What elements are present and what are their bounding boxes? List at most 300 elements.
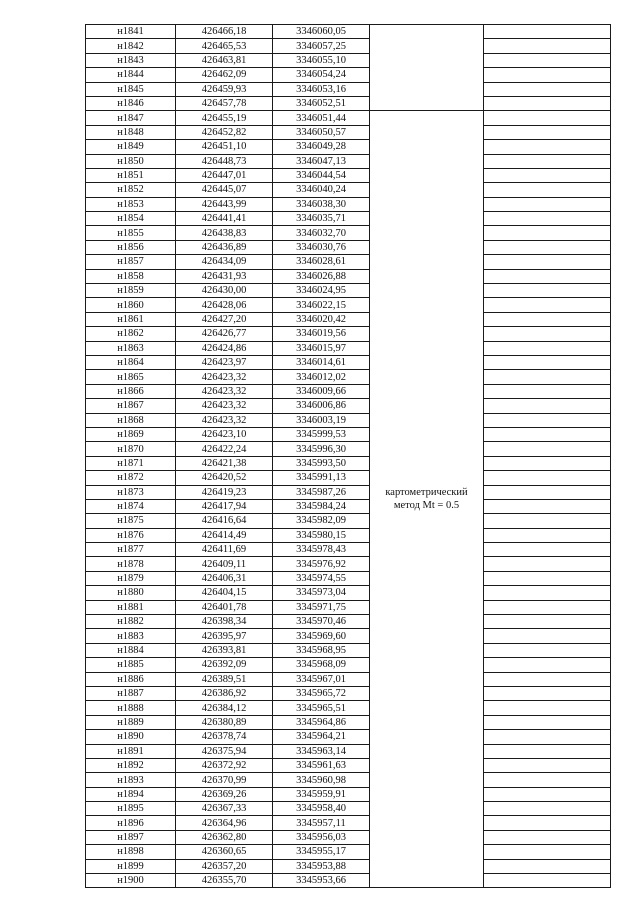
empty-cell: [484, 787, 611, 801]
y-coordinate-cell: 3346019,56: [273, 327, 370, 341]
table-row: [86, 471, 611, 485]
point-name-cell: н1877: [86, 543, 176, 557]
method-cell: [370, 25, 484, 111]
table-row: [86, 715, 611, 729]
point-name-cell: н1843: [86, 53, 176, 67]
empty-cell: [484, 442, 611, 456]
empty-cell: [484, 686, 611, 700]
y-coordinate-cell: 3346006,86: [273, 399, 370, 413]
empty-cell: [484, 543, 611, 557]
point-name-cell: н1896: [86, 816, 176, 830]
y-coordinate-cell: 3345965,72: [273, 686, 370, 700]
x-coordinate-cell: 426404,15: [176, 586, 273, 600]
x-coordinate-cell: 426422,24: [176, 442, 273, 456]
empty-cell: [484, 701, 611, 715]
x-coordinate-cell: 426416,64: [176, 514, 273, 528]
y-coordinate-cell: 3346050,57: [273, 125, 370, 139]
table-row: [86, 658, 611, 672]
table-row: [86, 629, 611, 643]
x-coordinate-cell: 426419,23: [176, 485, 273, 499]
table-row: [86, 456, 611, 470]
empty-cell: [484, 125, 611, 139]
empty-cell: [484, 586, 611, 600]
empty-cell: [484, 859, 611, 873]
point-name-cell: н1872: [86, 471, 176, 485]
y-coordinate-cell: 3345964,86: [273, 715, 370, 729]
x-coordinate-cell: 426369,26: [176, 787, 273, 801]
empty-cell: [484, 471, 611, 485]
empty-cell: [484, 672, 611, 686]
x-coordinate-cell: 426421,38: [176, 456, 273, 470]
point-name-cell: н1858: [86, 269, 176, 283]
empty-cell: [484, 600, 611, 614]
y-coordinate-cell: 3345963,14: [273, 744, 370, 758]
table-row: [86, 730, 611, 744]
table-row: [86, 25, 611, 39]
y-coordinate-cell: 3345957,11: [273, 816, 370, 830]
empty-cell: [484, 154, 611, 168]
x-coordinate-cell: 426428,06: [176, 298, 273, 312]
y-coordinate-cell: 3346035,71: [273, 212, 370, 226]
x-coordinate-cell: 426465,53: [176, 39, 273, 53]
table-row: [86, 615, 611, 629]
x-coordinate-cell: 426417,94: [176, 499, 273, 513]
y-coordinate-cell: 3345961,63: [273, 758, 370, 772]
point-name-cell: н1878: [86, 557, 176, 571]
x-coordinate-cell: 426355,70: [176, 874, 273, 888]
y-coordinate-cell: 3345999,53: [273, 427, 370, 441]
empty-cell: [484, 140, 611, 154]
y-coordinate-cell: 3345974,55: [273, 571, 370, 585]
table-row: [86, 68, 611, 82]
y-coordinate-cell: 3345996,30: [273, 442, 370, 456]
y-coordinate-cell: 3346032,70: [273, 226, 370, 240]
x-coordinate-cell: 426423,32: [176, 370, 273, 384]
y-coordinate-cell: 3346012,02: [273, 370, 370, 384]
y-coordinate-cell: 3345980,15: [273, 528, 370, 542]
point-name-cell: н1874: [86, 499, 176, 513]
x-coordinate-cell: 426392,09: [176, 658, 273, 672]
empty-cell: [484, 758, 611, 772]
y-coordinate-cell: 3345965,51: [273, 701, 370, 715]
empty-cell: [484, 643, 611, 657]
x-coordinate-cell: 426393,81: [176, 643, 273, 657]
x-coordinate-cell: 426445,07: [176, 183, 273, 197]
table-row: [86, 284, 611, 298]
point-name-cell: н1888: [86, 701, 176, 715]
y-coordinate-cell: 3346060,05: [273, 25, 370, 39]
y-coordinate-cell: 3346024,95: [273, 284, 370, 298]
y-coordinate-cell: 3346028,61: [273, 255, 370, 269]
y-coordinate-cell: 3346053,16: [273, 82, 370, 96]
empty-cell: [484, 629, 611, 643]
empty-cell: [484, 355, 611, 369]
point-name-cell: н1886: [86, 672, 176, 686]
empty-cell: [484, 571, 611, 585]
y-coordinate-cell: 3345955,17: [273, 845, 370, 859]
y-coordinate-cell: 3346052,51: [273, 96, 370, 110]
table-row: [86, 384, 611, 398]
x-coordinate-cell: 426423,97: [176, 355, 273, 369]
point-name-cell: н1880: [86, 586, 176, 600]
x-coordinate-cell: 426462,09: [176, 68, 273, 82]
y-coordinate-cell: 3346049,28: [273, 140, 370, 154]
y-coordinate-cell: 3346015,97: [273, 341, 370, 355]
x-coordinate-cell: 426463,81: [176, 53, 273, 67]
point-name-cell: н1851: [86, 168, 176, 182]
point-name-cell: н1852: [86, 183, 176, 197]
x-coordinate-cell: 426409,11: [176, 557, 273, 571]
point-name-cell: н1882: [86, 615, 176, 629]
table-row: [86, 226, 611, 240]
x-coordinate-cell: 426459,93: [176, 82, 273, 96]
table-row: [86, 672, 611, 686]
point-name-cell: н1897: [86, 830, 176, 844]
point-name-cell: н1855: [86, 226, 176, 240]
x-coordinate-cell: 426375,94: [176, 744, 273, 758]
x-coordinate-cell: 426370,99: [176, 773, 273, 787]
table-row: [86, 82, 611, 96]
y-coordinate-cell: 3346040,24: [273, 183, 370, 197]
point-name-cell: н1871: [86, 456, 176, 470]
y-coordinate-cell: 3346030,76: [273, 240, 370, 254]
y-coordinate-cell: 3345971,75: [273, 600, 370, 614]
table-row: [86, 399, 611, 413]
point-name-cell: н1892: [86, 758, 176, 772]
empty-cell: [484, 730, 611, 744]
point-name-cell: н1850: [86, 154, 176, 168]
table-row: [86, 701, 611, 715]
point-name-cell: н1847: [86, 111, 176, 125]
empty-cell: [484, 413, 611, 427]
x-coordinate-cell: 426420,52: [176, 471, 273, 485]
x-coordinate-cell: 426423,32: [176, 384, 273, 398]
table-row: [86, 586, 611, 600]
point-name-cell: н1863: [86, 341, 176, 355]
table-row: [86, 643, 611, 657]
x-coordinate-cell: 426380,89: [176, 715, 273, 729]
table-row: [86, 111, 611, 125]
x-coordinate-cell: 426378,74: [176, 730, 273, 744]
method-text: картометрический метод Mt = 0.5: [385, 487, 468, 512]
empty-cell: [484, 528, 611, 542]
x-coordinate-cell: 426364,96: [176, 816, 273, 830]
empty-cell: [484, 514, 611, 528]
table-row: [86, 312, 611, 326]
point-name-cell: н1879: [86, 571, 176, 585]
empty-cell: [484, 427, 611, 441]
empty-cell: [484, 197, 611, 211]
table-row: [86, 600, 611, 614]
point-name-cell: н1869: [86, 427, 176, 441]
table-row: [86, 499, 611, 513]
point-name-cell: н1862: [86, 327, 176, 341]
y-coordinate-cell: 3345959,91: [273, 787, 370, 801]
y-coordinate-cell: 3346057,25: [273, 39, 370, 53]
table-row: [86, 686, 611, 700]
x-coordinate-cell: 426431,93: [176, 269, 273, 283]
table-row: [86, 557, 611, 571]
y-coordinate-cell: 3346051,44: [273, 111, 370, 125]
point-name-cell: н1845: [86, 82, 176, 96]
table-row: [86, 859, 611, 873]
point-name-cell: н1854: [86, 212, 176, 226]
table-row: [86, 571, 611, 585]
y-coordinate-cell: 3346014,61: [273, 355, 370, 369]
y-coordinate-cell: 3345991,13: [273, 471, 370, 485]
x-coordinate-cell: 426372,92: [176, 758, 273, 772]
empty-cell: [484, 802, 611, 816]
point-name-cell: н1889: [86, 715, 176, 729]
x-coordinate-cell: 426426,77: [176, 327, 273, 341]
x-coordinate-cell: 426466,18: [176, 25, 273, 39]
empty-cell: [484, 370, 611, 384]
x-coordinate-cell: 426436,89: [176, 240, 273, 254]
empty-cell: [484, 399, 611, 413]
empty-cell: [484, 341, 611, 355]
point-name-cell: н1861: [86, 312, 176, 326]
table-row: [86, 240, 611, 254]
y-coordinate-cell: 3346044,54: [273, 168, 370, 182]
point-name-cell: н1859: [86, 284, 176, 298]
table-row: [86, 427, 611, 441]
y-coordinate-cell: 3345984,24: [273, 499, 370, 513]
table-row: [86, 485, 611, 499]
y-coordinate-cell: 3345953,66: [273, 874, 370, 888]
x-coordinate-cell: 426384,12: [176, 701, 273, 715]
y-coordinate-cell: 3345968,09: [273, 658, 370, 672]
empty-cell: [484, 226, 611, 240]
table-row: [86, 39, 611, 53]
point-name-cell: н1873: [86, 485, 176, 499]
table-row: [86, 355, 611, 369]
point-name-cell: н1853: [86, 197, 176, 211]
y-coordinate-cell: 3345953,88: [273, 859, 370, 873]
empty-cell: [484, 830, 611, 844]
x-coordinate-cell: 426360,65: [176, 845, 273, 859]
empty-cell: [484, 284, 611, 298]
y-coordinate-cell: 3346038,30: [273, 197, 370, 211]
y-coordinate-cell: 3346026,88: [273, 269, 370, 283]
point-name-cell: н1860: [86, 298, 176, 312]
point-name-cell: н1870: [86, 442, 176, 456]
empty-cell: [484, 499, 611, 513]
table-row: [86, 269, 611, 283]
table-row: [86, 168, 611, 182]
table-row: [86, 543, 611, 557]
table-row: [86, 816, 611, 830]
y-coordinate-cell: 3346055,10: [273, 53, 370, 67]
point-name-cell: н1844: [86, 68, 176, 82]
empty-cell: [484, 744, 611, 758]
x-coordinate-cell: 426389,51: [176, 672, 273, 686]
y-coordinate-cell: 3346020,42: [273, 312, 370, 326]
point-name-cell: н1891: [86, 744, 176, 758]
empty-cell: [484, 715, 611, 729]
empty-cell: [484, 557, 611, 571]
y-coordinate-cell: 3345967,01: [273, 672, 370, 686]
point-name-cell: н1881: [86, 600, 176, 614]
point-name-cell: н1868: [86, 413, 176, 427]
x-coordinate-cell: 426362,80: [176, 830, 273, 844]
table-row: [86, 845, 611, 859]
table-row: [86, 744, 611, 758]
x-coordinate-cell: 426451,10: [176, 140, 273, 154]
y-coordinate-cell: 3345970,46: [273, 615, 370, 629]
table-row: [86, 442, 611, 456]
point-name-cell: н1885: [86, 658, 176, 672]
y-coordinate-cell: 3345964,21: [273, 730, 370, 744]
empty-cell: [484, 773, 611, 787]
point-name-cell: н1842: [86, 39, 176, 53]
point-name-cell: н1893: [86, 773, 176, 787]
x-coordinate-cell: 426395,97: [176, 629, 273, 643]
x-coordinate-cell: 426441,41: [176, 212, 273, 226]
x-coordinate-cell: 426423,32: [176, 399, 273, 413]
empty-cell: [484, 327, 611, 341]
y-coordinate-cell: 3346003,19: [273, 413, 370, 427]
coordinates-table-body: [86, 25, 611, 888]
empty-cell: [484, 456, 611, 470]
table-row: [86, 874, 611, 888]
point-name-cell: н1900: [86, 874, 176, 888]
table-row: [86, 96, 611, 110]
point-name-cell: н1865: [86, 370, 176, 384]
y-coordinate-cell: 3346022,15: [273, 298, 370, 312]
empty-cell: [484, 82, 611, 96]
table-row: [86, 830, 611, 844]
x-coordinate-cell: 426401,78: [176, 600, 273, 614]
table-row: [86, 528, 611, 542]
empty-cell: [484, 111, 611, 125]
y-coordinate-cell: 3345993,50: [273, 456, 370, 470]
x-coordinate-cell: 426424,86: [176, 341, 273, 355]
point-name-cell: н1864: [86, 355, 176, 369]
empty-cell: [484, 255, 611, 269]
table-row: [86, 53, 611, 67]
x-coordinate-cell: 426427,20: [176, 312, 273, 326]
table-row: [86, 212, 611, 226]
point-name-cell: н1849: [86, 140, 176, 154]
table-row: [86, 298, 611, 312]
x-coordinate-cell: 426367,33: [176, 802, 273, 816]
empty-cell: [484, 96, 611, 110]
point-name-cell: н1875: [86, 514, 176, 528]
empty-cell: [484, 384, 611, 398]
empty-cell: [484, 658, 611, 672]
empty-cell: [484, 53, 611, 67]
x-coordinate-cell: 426448,73: [176, 154, 273, 168]
table-row: [86, 255, 611, 269]
empty-cell: [484, 485, 611, 499]
empty-cell: [484, 183, 611, 197]
empty-cell: [484, 298, 611, 312]
y-coordinate-cell: 3345958,40: [273, 802, 370, 816]
y-coordinate-cell: 3345978,43: [273, 543, 370, 557]
coordinates-table: [85, 24, 611, 888]
x-coordinate-cell: 426406,31: [176, 571, 273, 585]
table-row: [86, 197, 611, 211]
x-coordinate-cell: 426452,82: [176, 125, 273, 139]
x-coordinate-cell: 426457,78: [176, 96, 273, 110]
y-coordinate-cell: 3345969,60: [273, 629, 370, 643]
empty-cell: [484, 874, 611, 888]
point-name-cell: н1856: [86, 240, 176, 254]
point-name-cell: н1857: [86, 255, 176, 269]
table-row: [86, 327, 611, 341]
empty-cell: [484, 269, 611, 283]
x-coordinate-cell: 426438,83: [176, 226, 273, 240]
method-cell: [370, 111, 484, 888]
y-coordinate-cell: 3346009,66: [273, 384, 370, 398]
point-name-cell: н1841: [86, 25, 176, 39]
y-coordinate-cell: 3345956,03: [273, 830, 370, 844]
table-row: [86, 370, 611, 384]
empty-cell: [484, 212, 611, 226]
table-row: [86, 140, 611, 154]
x-coordinate-cell: 426423,32: [176, 413, 273, 427]
y-coordinate-cell: 3346047,13: [273, 154, 370, 168]
x-coordinate-cell: 426411,69: [176, 543, 273, 557]
point-name-cell: н1899: [86, 859, 176, 873]
x-coordinate-cell: 426398,34: [176, 615, 273, 629]
empty-cell: [484, 168, 611, 182]
table-row: [86, 125, 611, 139]
point-name-cell: н1883: [86, 629, 176, 643]
y-coordinate-cell: 3345976,92: [273, 557, 370, 571]
table-row: [86, 514, 611, 528]
point-name-cell: н1867: [86, 399, 176, 413]
x-coordinate-cell: 426414,49: [176, 528, 273, 542]
y-coordinate-cell: 3345968,95: [273, 643, 370, 657]
table-row: [86, 787, 611, 801]
x-coordinate-cell: 426386,92: [176, 686, 273, 700]
point-name-cell: н1846: [86, 96, 176, 110]
table-row: [86, 183, 611, 197]
x-coordinate-cell: 426447,01: [176, 168, 273, 182]
empty-cell: [484, 25, 611, 39]
empty-cell: [484, 240, 611, 254]
x-coordinate-cell: 426357,20: [176, 859, 273, 873]
empty-cell: [484, 615, 611, 629]
y-coordinate-cell: 3345973,04: [273, 586, 370, 600]
table-row: [86, 802, 611, 816]
table-row: [86, 758, 611, 772]
y-coordinate-cell: 3345982,09: [273, 514, 370, 528]
empty-cell: [484, 39, 611, 53]
point-name-cell: н1866: [86, 384, 176, 398]
point-name-cell: н1898: [86, 845, 176, 859]
empty-cell: [484, 816, 611, 830]
point-name-cell: н1876: [86, 528, 176, 542]
table-row: [86, 154, 611, 168]
empty-cell: [484, 312, 611, 326]
table-row: [86, 773, 611, 787]
x-coordinate-cell: 426455,19: [176, 111, 273, 125]
y-coordinate-cell: 3346054,24: [273, 68, 370, 82]
point-name-cell: н1890: [86, 730, 176, 744]
y-coordinate-cell: 3345987,26: [273, 485, 370, 499]
empty-cell: [484, 845, 611, 859]
point-name-cell: н1895: [86, 802, 176, 816]
x-coordinate-cell: 426423,10: [176, 427, 273, 441]
x-coordinate-cell: 426434,09: [176, 255, 273, 269]
table-row: [86, 413, 611, 427]
y-coordinate-cell: 3345960,98: [273, 773, 370, 787]
point-name-cell: н1848: [86, 125, 176, 139]
x-coordinate-cell: 426443,99: [176, 197, 273, 211]
point-name-cell: н1887: [86, 686, 176, 700]
